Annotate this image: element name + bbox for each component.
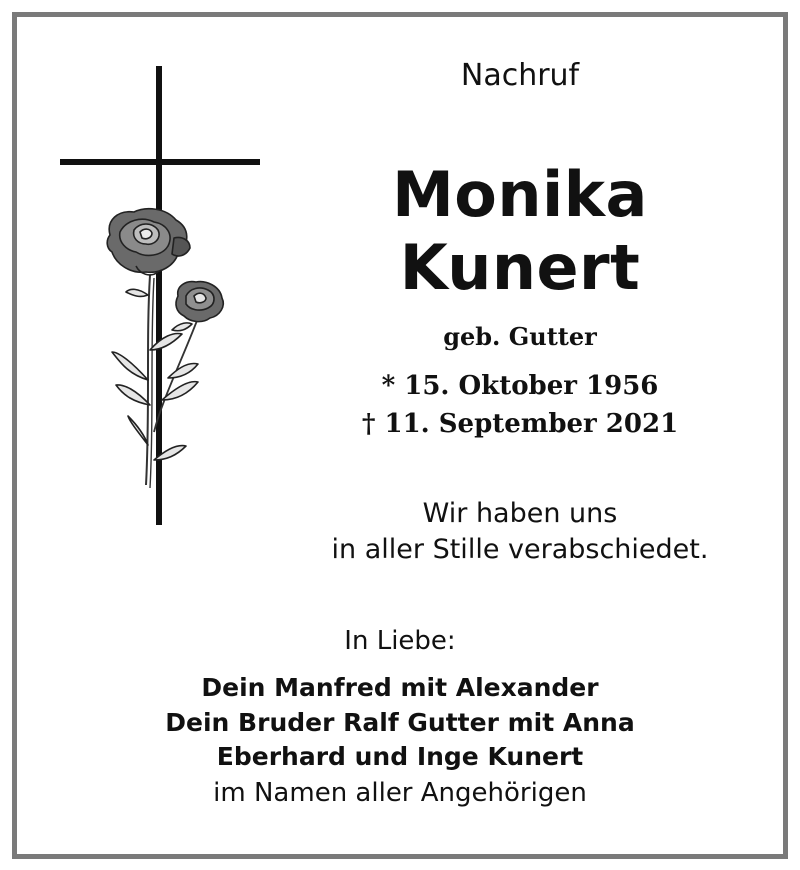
mourner-closing-line: im Namen aller Angehörigen xyxy=(213,778,587,808)
in-love-label: In Liebe: xyxy=(344,626,456,656)
birth-date: * 15. Oktober 1956 xyxy=(381,371,659,401)
deceased-first-name: Monika xyxy=(392,158,648,231)
mourner-line: Eberhard und Inge Kunert xyxy=(216,742,584,771)
maiden-name: geb. Gutter xyxy=(443,322,597,351)
rose-icon xyxy=(107,209,223,488)
farewell-message-line-2: in aller Stille verabschiedet. xyxy=(331,534,709,565)
death-date: † 11. September 2021 xyxy=(361,409,679,439)
notice-heading: Nachruf xyxy=(460,58,580,93)
farewell-message-line-1: Wir haben uns xyxy=(422,498,618,529)
cross-with-roses-illustration xyxy=(50,60,270,530)
mourner-line: Dein Bruder Ralf Gutter mit Anna xyxy=(165,708,635,737)
mourner-line: Dein Manfred mit Alexander xyxy=(201,673,599,702)
deceased-last-name: Kunert xyxy=(399,231,641,304)
